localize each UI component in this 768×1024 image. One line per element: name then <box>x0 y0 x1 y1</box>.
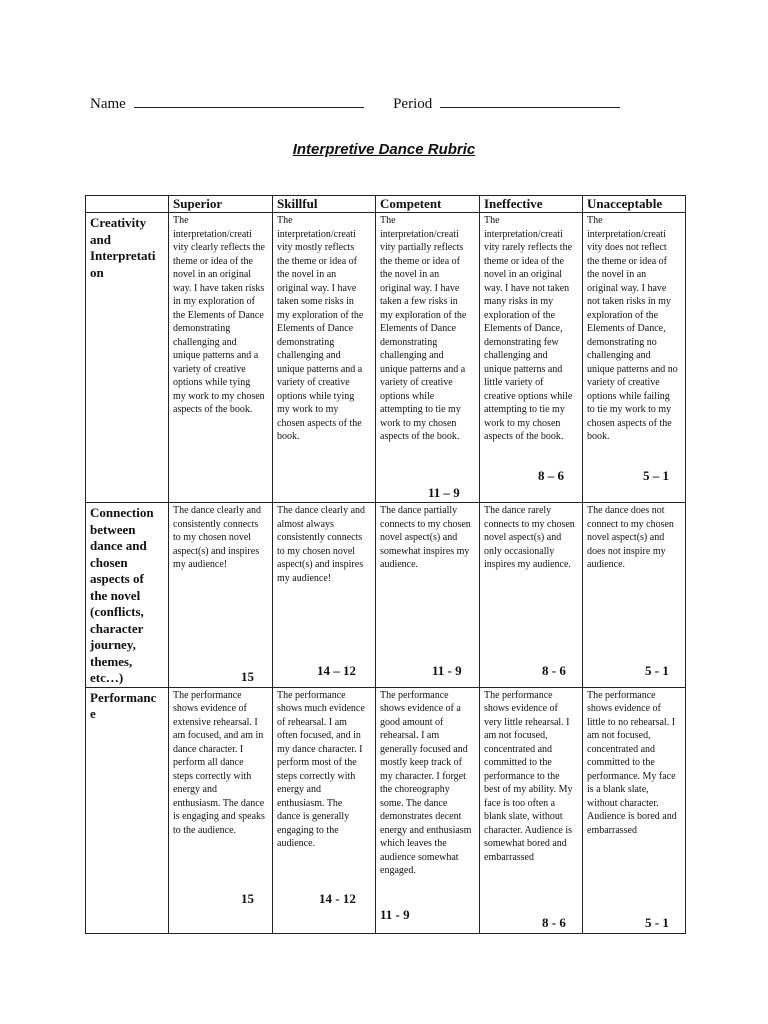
rubric-table <box>85 195 686 934</box>
period-label: Period <box>393 96 433 112</box>
score-range: 5 – 1 <box>643 468 669 483</box>
rubric-cell <box>169 503 273 688</box>
cell-description: The interpretation/creati vity mostly reflects the theme or idea of the novel in an original way. I have taken some risks in my exploration of the Elements of Dance demonstrating challenging and unique patterns and a variety of creative options while tying my work to my chosen aspects of the book. <box>277 215 364 442</box>
column-header-unacceptable: Unacceptable <box>583 196 686 213</box>
cell-description: The performance shows evidence of a good amount of rehearsal. I am generally focused and mostly keep track of my character. I forget the choreography some. The dance demonstrates decent energy and enthusiasm which leaves the audience somewhat engaged. <box>380 689 472 876</box>
score-range: 11 – 9 <box>428 485 460 500</box>
rubric-cell <box>273 213 376 503</box>
table-row-connection <box>86 503 686 688</box>
rubric-cell <box>376 503 480 688</box>
score-range: 15 <box>241 890 254 906</box>
cell-description: The dance clearly and almost always consistently connects to my chosen novel aspect(s) and inspires my audience! <box>277 505 366 584</box>
score-range: 15 <box>241 668 254 684</box>
table-row-performance <box>86 687 686 933</box>
score-range: 5 - 1 <box>645 662 669 678</box>
rubric-cell <box>480 687 583 933</box>
rubric-cell <box>169 213 273 503</box>
score-range: 11 - 9 <box>380 906 410 922</box>
criterion-label: Performanc e <box>86 687 169 933</box>
cell-description: The dance rarely connects to my chosen novel aspect(s) and only occasionally inspires my audience. <box>484 505 575 570</box>
rubric-cell <box>583 687 686 933</box>
cell-description: The performance shows much evidence of rehearsal. I am often focused, and in my dance character. I perform most of the steps correctly with energy and enthusiasm. The dance is generally engaging to the audience. <box>277 689 365 849</box>
cell-description: The dance clearly and consistently connects to my chosen novel aspect(s) and inspires my audience! <box>173 505 262 570</box>
cell-description: The dance partially connects to my chosen novel aspect(s) and somewhat inspires my audience. <box>380 505 471 570</box>
rubric-cell <box>583 213 686 503</box>
column-header-ineffective: Ineffective <box>480 196 583 213</box>
cell-description: The interpretation/creati vity does not reflect the theme or idea of the novel in an original way. I have not taken risks in my exploration of the Elements of Dance, demonstrating no challenging and unique patterns and no variety of creative options while failing to tie my work to my chosen aspects of the book. <box>587 215 678 442</box>
rubric-cell <box>273 503 376 688</box>
name-label: Name <box>90 96 126 112</box>
cell-description: The interpretation/creati vity partially reflects the theme or idea of the novel in an original way. I have taken a few risks in my exploration of the Elements of Dance demonstrating challenging and unique patterns and a variety of creative options while attempting to tie my work to my chosen aspects of the book. <box>380 215 467 442</box>
score-range: 11 - 9 <box>432 662 462 678</box>
rubric-cell <box>376 687 480 933</box>
cell-description: The interpretation/creati vity rarely reflects the theme or idea of the novel in an original way. I have not taken many risks in my exploration of the Elements of Dance, demonstrating few challenging and unique patterns and little variety of creative options while attempting to tie my work to my chosen aspects of the book. <box>484 215 573 442</box>
header-row <box>86 196 686 213</box>
rubric-cell <box>583 503 686 688</box>
cell-description: The dance does not connect to my chosen novel aspect(s) and does not inspire my audience. <box>587 505 674 570</box>
rubric-cell <box>169 687 273 933</box>
table-row-creativity <box>86 213 686 503</box>
student-info-line <box>90 93 620 113</box>
score-range: 14 – 12 <box>317 662 356 678</box>
cell-description: The performance shows evidence of little to no rehearsal. I am not focused, concentrated and committed to the performance. My face is a blank slate, without character. Audience is bored and embarrassed <box>587 689 677 836</box>
criterion-label: Connection between dance and chosen aspects of the novel (conflicts, character journey, themes, etc…) <box>86 503 169 688</box>
rubric-cell <box>273 687 376 933</box>
score-range: 14 - 12 <box>319 890 356 906</box>
period-blank[interactable] <box>440 93 620 108</box>
cell-description: The interpretation/creati vity clearly reflects the theme or idea of the novel in an original way. I have taken risks in my exploration of the Elements of Dance demonstrating challenging and unique patterns and a variety of creative options while tying my work to my chosen aspects of the book. <box>173 215 265 415</box>
criterion-label: Creativity and Interpretati on <box>86 213 169 503</box>
cell-description: The performance shows evidence of extensive rehearsal. I am focused, and am in dance character. I perform all dance steps correctly with energy and enthusiasm. The dance is engaging and speaks to the audience. <box>173 689 265 836</box>
score-range: 8 - 6 <box>542 662 566 678</box>
rubric-cell <box>480 503 583 688</box>
cell-description: The performance shows evidence of very little rehearsal. I am not focused, concentrated and committed to the performance to the best of my ability. My face is too often a blank slate, without character. Audience is somewhat bored and embarrassed <box>484 689 573 863</box>
score-range: 8 – 6 <box>538 468 564 483</box>
column-header-skillful: Skillful <box>273 196 376 213</box>
column-header-blank <box>86 196 169 213</box>
column-header-superior: Superior <box>169 196 273 213</box>
rubric-cell <box>480 213 583 503</box>
rubric-cell <box>376 213 480 503</box>
name-blank[interactable] <box>134 93 364 108</box>
score-range: 8 - 6 <box>542 914 566 930</box>
score-range: 5 - 1 <box>645 914 669 930</box>
page-title: Interpretive Dance Rubric <box>292 141 476 158</box>
column-header-competent: Competent <box>376 196 480 213</box>
